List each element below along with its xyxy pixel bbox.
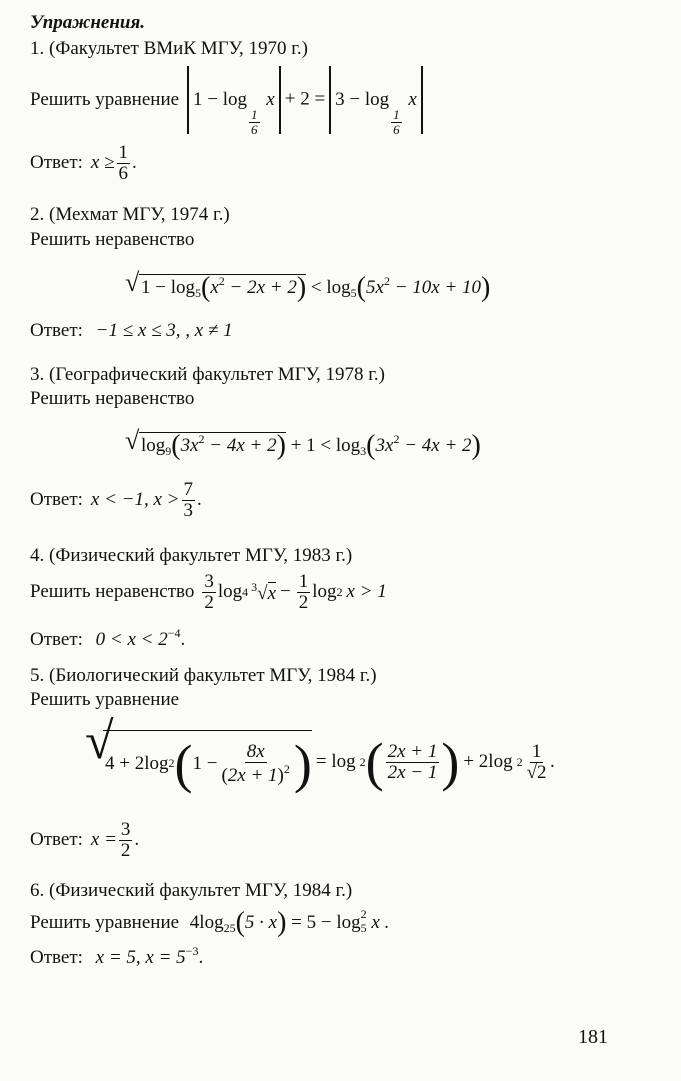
- exercise-4-answer-exponent: −4: [167, 626, 181, 640]
- exercise-1-answer-fraction: $\frac{1}{6}$: [118, 142, 129, 184]
- exercise-2-title: 2. (Мехмат МГУ, 1974 г.): [30, 204, 230, 225]
- exercise-3-answer-label: Ответ:: [30, 489, 83, 511]
- exercise-6-equation: $4\log_{25}(5 \cdot x) = 5 - \log$ $_{2 5}$ x .: [189, 907, 390, 938]
- exercise-5-answer: Ответ: x = $\frac{3}{2}$ .: [30, 819, 140, 861]
- exercise-5-answer-label: Ответ:: [30, 829, 83, 851]
- exercise-5-title: 5. (Биологический факультет МГУ, 1984 г.): [30, 665, 377, 686]
- exercise-3-answer: Ответ: x < −1, x > $\frac{7}{3}$ .: [30, 479, 202, 521]
- page-number: 181: [578, 1026, 608, 1048]
- exercise-1-equation: 1 − log $\frac{1}{6}$ x + 2 = 3 − log $\frac{1}{6}$ x: [183, 66, 427, 134]
- exercise-6-task: Решить уравнение: [30, 912, 180, 933]
- exercise-4-task: Решить неравенство: [30, 581, 195, 603]
- exercise-6-statement: [30, 907, 389, 939]
- exercise-6-answer-label: Ответ:: [30, 947, 83, 968]
- exercise-2-answer-value: −1 ≤ x ≤ 3, , x ≠ 1: [95, 320, 233, 341]
- exercise-6-answer-value: x = 5, x = 5: [95, 947, 186, 968]
- exercise-3-inequality: √ $\log_9(3x^2 - 4x + 2) + 1 < \log_3(3x^2 - 4x + 2)$: [125, 426, 481, 461]
- exercise-4-answer-label: Ответ:: [30, 629, 83, 650]
- exercise-4-statement: [30, 572, 387, 613]
- exercise-3-task: Решить неравенство: [30, 388, 195, 409]
- section-heading: Упражнения.: [30, 12, 145, 33]
- exercise-2-inequality: √ $1 - \log_5(x^2 - 2x + 2) < \log_5(5x^2 - 10x + 10)$: [125, 268, 491, 303]
- exercise-2-answer: [30, 320, 233, 342]
- exercise-6-answer: Ответ: x = 5, $x = 5^{-3}$.: [30, 944, 204, 968]
- exercise-3-answer-fraction: $\frac{7}{3}$: [183, 479, 193, 521]
- exercise-5-equation: √ 4 + 2log 2 ( 1 − $\frac{8x}{(2x + 1)^2}$ ) = log 2 ( $\frac{2x + 1}{2x - 1}$ ) + 2log 2 $\frac{1}{√2}$ .: [85, 712, 556, 794]
- exercise-1-answer-lhs: x ≥: [90, 152, 115, 174]
- exercise-4-answer-value: 0 < x < 2: [95, 629, 168, 650]
- exercise-5-task: Решить уравнение: [30, 689, 180, 710]
- exercise-2-answer-label: Ответ:: [30, 320, 83, 341]
- exercise-1-title: 1. (Факультет ВМиК МГУ, 1970 г.): [30, 38, 308, 59]
- exercise-5-answer-lhs: x =: [90, 829, 117, 851]
- exercise-4-inequality: $\frac{3}{2}$ log 4 $^3$√x − $\frac{1}{2}$ log 2 x > 1: [204, 571, 387, 613]
- exercise-2-task: Решить неравенство: [30, 229, 195, 250]
- exercise-4-answer: Ответ: $0 < x < 2^{-4}$.: [30, 626, 186, 650]
- exercise-6-title: 6. (Физический факультет МГУ, 1984 г.): [30, 880, 353, 901]
- exercise-6-answer-exponent: −3: [185, 944, 199, 958]
- exercise-1-answer: Ответ: x ≥ $\frac{1}{6}$ .: [30, 142, 137, 184]
- exercise-3-title: 3. (Географический факультет МГУ, 1978 г.): [30, 364, 386, 385]
- exercise-1-answer-label: Ответ:: [30, 152, 83, 174]
- exercise-3-answer-lhs: x < −1, x >: [90, 489, 180, 511]
- exercise-4-title: 4. (Физический факультет МГУ, 1983 г.): [30, 545, 353, 566]
- exercise-1-statement: [30, 64, 427, 136]
- exercise-1-task: Решить уравнение: [30, 89, 180, 110]
- exercise-5-answer-fraction: $\frac{3}{2}$: [120, 819, 131, 861]
